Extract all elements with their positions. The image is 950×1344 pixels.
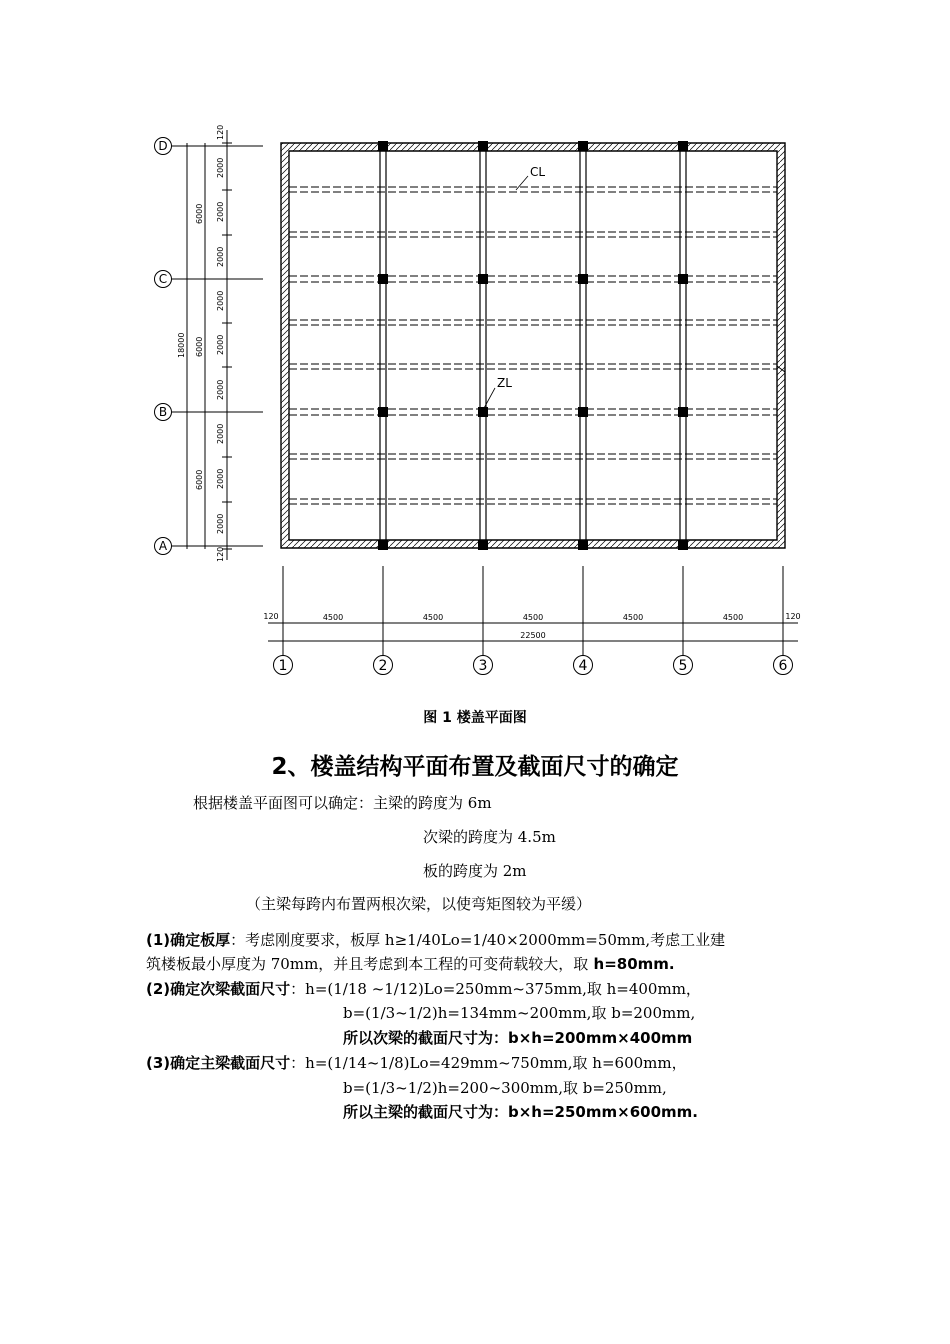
- dim-total-height: 18000: [177, 332, 186, 358]
- axis-label-d: D: [158, 139, 168, 153]
- axis-label-c: C: [158, 272, 168, 286]
- dim-sub-span: 2000: [216, 157, 225, 178]
- dim-sub-span: 2000: [216, 246, 225, 267]
- dim-total-width: 22500: [520, 631, 546, 640]
- item-3-result: 所以主梁的截面尺寸为：b×h=250mm×600mm.: [343, 1103, 698, 1121]
- dim-wall-right: 120: [785, 612, 801, 621]
- item-2-line-2: b=(1/3~1/2)h=134mm~200mm,取 b=200mm,: [343, 1004, 696, 1022]
- label-zl: ZL: [497, 376, 512, 390]
- dim-sub-span: 2000: [216, 201, 225, 222]
- dim-sub-span: 2000: [216, 290, 225, 311]
- item-main-beam: [146, 1052, 687, 1074]
- item-3-label: (3)确定主梁截面尺寸: [146, 1054, 291, 1072]
- intro-line-2: 次梁的跨度为 4.5m: [423, 828, 556, 846]
- left-axis: [155, 130, 264, 560]
- dim-bottom-span: 4500: [422, 613, 444, 622]
- item-secondary-beam: [146, 978, 701, 1000]
- outer-wall: [281, 143, 785, 548]
- axis-label-2: 2: [378, 658, 388, 674]
- secondary-beams: [289, 187, 777, 504]
- item-slab-thickness: [146, 929, 725, 951]
- axis-label-1: 1: [278, 658, 288, 674]
- axis-label-4: 4: [578, 658, 588, 674]
- main-beams: [380, 151, 686, 540]
- dim-wall-left: 120: [263, 612, 279, 621]
- axis-label-3: 3: [478, 658, 488, 674]
- intro-line-3: 板的跨度为 2m: [423, 862, 527, 880]
- intro-line-1: 根据楼盖平面图可以确定：主梁的跨度为 6m: [193, 794, 492, 812]
- intro-note: （主梁每跨内布置两根次梁，以使弯矩图较为平缓）: [246, 895, 592, 913]
- dim-sub-span: 2000: [216, 513, 225, 534]
- dim-sub-span: 2000: [216, 379, 225, 400]
- section-heading: 2、楼盖结构平面布置及截面尺寸的确定: [271, 754, 679, 780]
- dim-bottom-span: 4500: [622, 613, 644, 622]
- item-1-label: (1)确定板厚: [146, 931, 231, 949]
- item-1-result: h=80mm.: [588, 955, 675, 973]
- girders-horizontal: [289, 276, 777, 415]
- dim-bottom-span: 4500: [722, 613, 744, 622]
- dim-sub-span: 2000: [216, 423, 225, 444]
- label-cl: CL: [530, 165, 546, 179]
- axis-label-5: 5: [678, 658, 688, 674]
- axis-label-b: B: [158, 405, 168, 419]
- item-2-line-1: ：h=(1/18 ~1/12)Lo=250mm~375mm,取 h=400mm，: [290, 980, 701, 998]
- figure-caption: 图 1 楼盖平面图: [423, 710, 527, 726]
- item-3-line-1: ：h=(1/14~1/8)Lo=429mm~750mm,取 h=600mm，: [290, 1054, 687, 1072]
- dim-main-span: 6000: [195, 469, 204, 490]
- dim-main-span: 6000: [195, 336, 204, 357]
- dim-bottom-span: 4500: [522, 613, 544, 622]
- dim-main-span: 6000: [195, 203, 204, 224]
- item-1-text-2: 筑楼板最小厚度为 70mm，并且考虑到本工程的可变荷载较大，取: [146, 955, 589, 973]
- dim-bottom-span: 4500: [322, 613, 344, 622]
- item-slab-thickness-cont: [146, 953, 675, 975]
- dim-sub-span: 2000: [216, 334, 225, 355]
- axis-label-a: A: [158, 539, 168, 553]
- item-3-line-2: b=(1/3~1/2)h=200~300mm,取 b=250mm,: [343, 1079, 667, 1097]
- columns: [378, 141, 688, 550]
- item-1-text: ：考虑刚度要求，板厚 h≥1/40Lo=1/40×2000mm=50mm,考虑工业建: [230, 931, 726, 949]
- dim-wall-bottom: 120: [216, 546, 225, 562]
- dim-wall-top: 120: [216, 124, 225, 140]
- item-2-label: (2)确定次梁截面尺寸: [146, 980, 291, 998]
- dim-sub-span: 2000: [216, 468, 225, 489]
- item-2-result: 所以次梁的截面尺寸为：b×h=200mm×400mm: [343, 1029, 693, 1047]
- axis-label-6: 6: [778, 658, 788, 674]
